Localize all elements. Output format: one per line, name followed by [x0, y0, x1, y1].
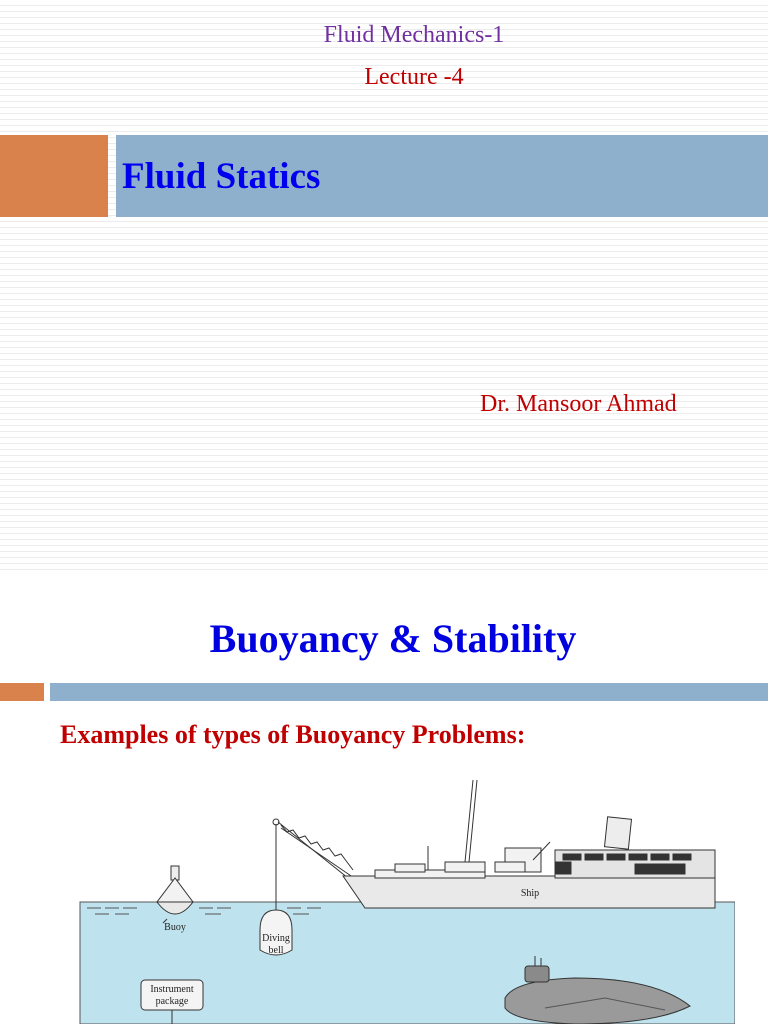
title-bar: [50, 683, 768, 701]
crane-boom: [278, 822, 357, 882]
slide-buoyancy: [0, 570, 768, 1024]
diving-bell-label-line2: bell: [268, 945, 284, 956]
accent-block: [0, 683, 44, 701]
slide-title: Fluid Statics: [122, 156, 321, 197]
lecture-number: Lecture -4: [364, 64, 464, 90]
buoyancy-illustration: [75, 770, 735, 1024]
diving-bell-label-line1: Diving: [262, 933, 290, 944]
slide-title: Buoyancy & Stability: [209, 616, 577, 661]
course-title: Fluid Mechanics-1: [323, 22, 505, 48]
instrument-label-line1: Instrument: [150, 984, 194, 995]
section-heading: Examples of types of Buoyancy Problems:: [60, 720, 526, 749]
instrument-label-line2: package: [155, 996, 189, 1007]
ship-label: Ship: [520, 888, 540, 899]
accent-block: [0, 135, 108, 217]
author-name: Dr. Mansoor Ahmad: [480, 391, 677, 417]
buoy-label: Buoy: [164, 922, 186, 933]
diving-bell: [260, 819, 292, 956]
ship: [343, 780, 715, 908]
